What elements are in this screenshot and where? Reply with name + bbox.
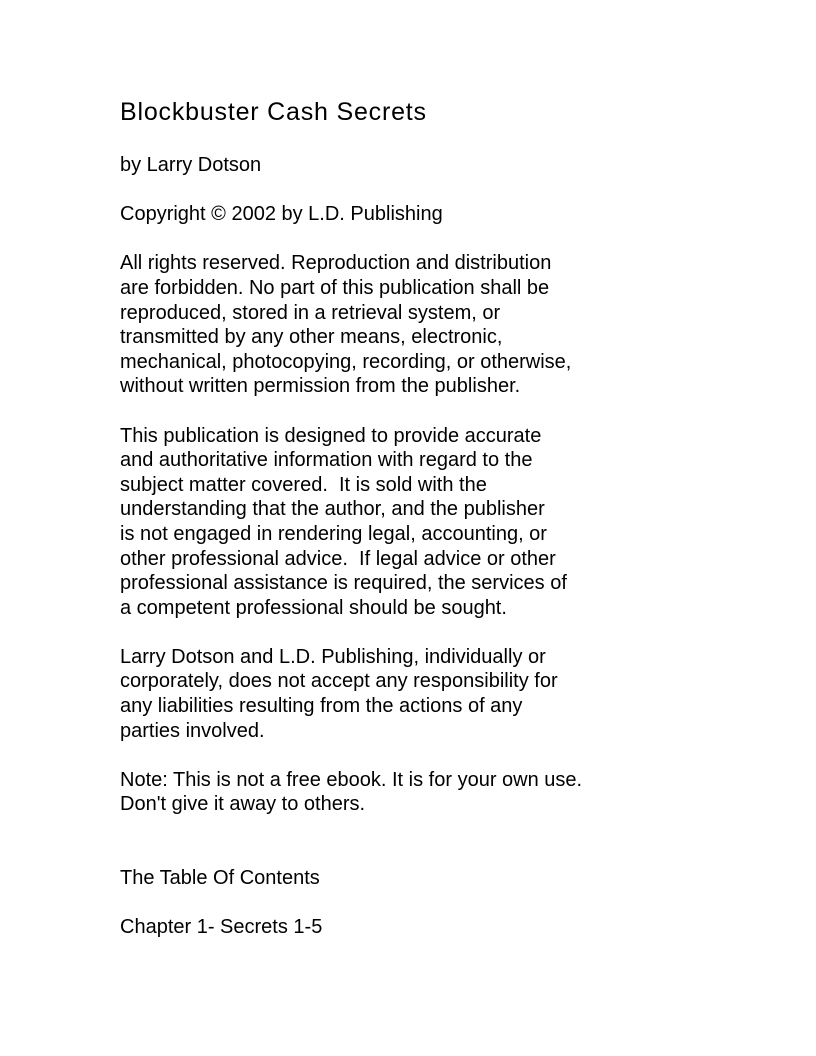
disclaimer-line: and authoritative information with regard to the: [120, 449, 533, 472]
rights-paragraph: [120, 251, 640, 399]
document-title: Blockbuster Cash Secrets: [120, 98, 427, 126]
disclaimer-line: professional assistance is required, the services of: [120, 572, 567, 595]
note-line: Note: This is not a free ebook. It is for your own use.: [120, 768, 583, 791]
disclaimer-line: is not engaged in rendering legal, accounting, or: [120, 522, 547, 545]
disclaimer-line: subject matter covered. It is sold with the: [120, 473, 487, 496]
toc-item: Chapter 1- Secrets 1-5: [120, 916, 323, 939]
disclaimer-paragraph: [120, 424, 640, 621]
note-paragraph: [120, 768, 640, 817]
rights-line: without written permission from the publisher.: [120, 375, 521, 398]
disclaimer-line: understanding that the author, and the publisher: [120, 498, 545, 521]
liability-line: parties involved.: [120, 719, 265, 742]
disclaimer-line: other professional advice. If legal advice or other: [120, 547, 556, 570]
liability-line: corporately, does not accept any responsibility for: [120, 670, 558, 693]
rights-line: All rights reserved. Reproduction and distribution: [120, 252, 552, 275]
disclaimer-line: This publication is designed to provide accurate: [120, 424, 542, 447]
rights-line: mechanical, photocopying, recording, or otherwise,: [120, 350, 572, 373]
toc-list: [120, 915, 640, 940]
rights-line: transmitted by any other means, electronic,: [120, 326, 503, 349]
toc-heading: The Table Of Contents: [120, 867, 320, 890]
document-page: [120, 96, 640, 940]
liability-line: Larry Dotson and L.D. Publishing, individually or: [120, 645, 546, 668]
copyright-line: Copyright © 2002 by L.D. Publishing: [120, 203, 443, 226]
rights-line: reproduced, stored in a retrieval system, or: [120, 301, 501, 324]
rights-line: are forbidden. No part of this publication shall be: [120, 276, 550, 299]
note-line: Don't give it away to others.: [120, 793, 366, 816]
liability-line: any liabilities resulting from the actions of any: [120, 695, 523, 718]
author-line: by Larry Dotson: [120, 154, 262, 176]
liability-paragraph: [120, 645, 640, 743]
disclaimer-line: a competent professional should be sought.: [120, 596, 507, 619]
